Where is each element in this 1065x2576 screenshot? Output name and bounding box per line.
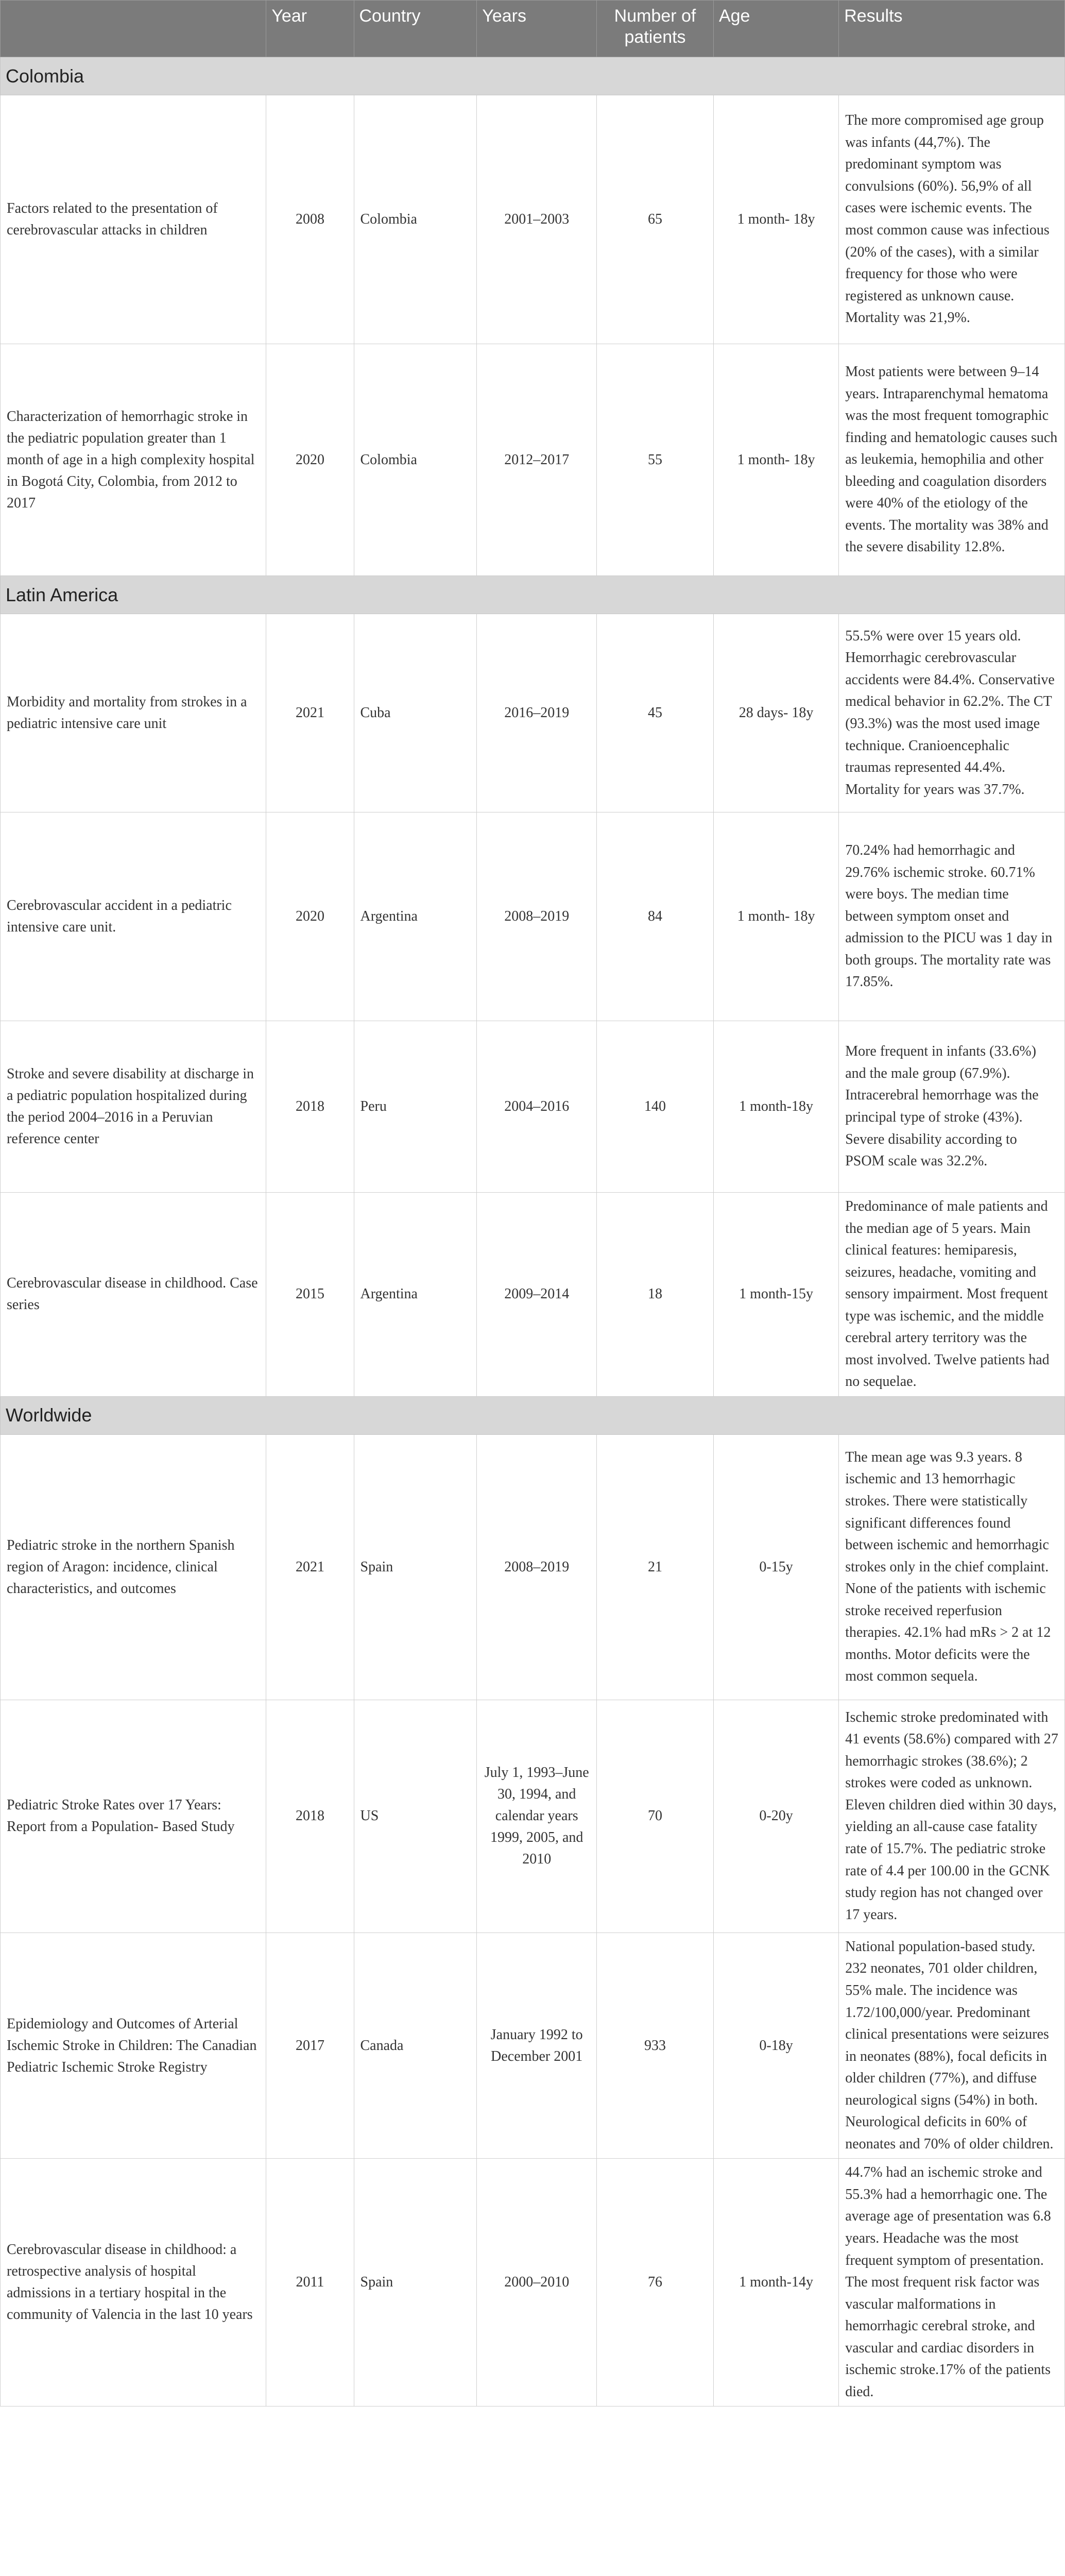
publication-year: 2011 [266,2159,354,2406]
table-header [1,1,1065,57]
age-range: 1 month-14y [713,2159,838,2406]
country: Cuba [354,614,477,812]
age-range: 0-20y [713,1700,838,1933]
patient-count: 70 [597,1700,714,1933]
section-row-colombia [1,57,1065,95]
section-row-latin-america [1,576,1065,614]
country: Canada [354,1933,477,2158]
header-year: Year [266,1,354,57]
study-title: Characterization of hemorrhagic stroke in the pediatric population greater than 1 month of age in a high complexity hospital in Bogotá City, Colombia, from 2012 to 2017 [1,344,266,576]
table-row [1,2159,1065,2406]
publication-year: 2021 [266,1434,354,1700]
section-heading: Colombia [1,57,1065,95]
publication-year: 2020 [266,344,354,576]
patient-count: 140 [597,1021,714,1193]
study-title: Morbidity and mortality from strokes in a pediatric intensive care unit [1,614,266,812]
table-row [1,344,1065,576]
patient-count: 76 [597,2159,714,2406]
country: Peru [354,1021,477,1193]
publication-year: 2018 [266,1021,354,1193]
header-country: Country [354,1,477,57]
header-years: Years [477,1,597,57]
age-range: 1 month-18y [713,1021,838,1193]
study-title: Cerebrovascular disease in childhood: a retrospective analysis of hospital admissions in a tertiary hospital in the community of Valencia in the last 10 years [1,2159,266,2406]
study-period: 2008–2019 [477,1434,597,1700]
patient-count: 21 [597,1434,714,1700]
results-text: The more compromised age group was infants (44,7%). The predominant symptom was convulsions (60%). 56,9% of all cases were ischemic events. The most common cause was infectious (20% of the cases), with a similar frequency for those who were registered as unknown cause. Mortality was 21,9%. [839,95,1065,344]
publication-year: 2015 [266,1193,354,1397]
patient-count: 65 [597,95,714,344]
study-title: Stroke and severe disability at discharge in a pediatric population hospitalized during the period 2004–2016 in a Peruvian reference center [1,1021,266,1193]
table-row [1,1434,1065,1700]
age-range: 1 month-15y [713,1193,838,1397]
patient-count: 45 [597,614,714,812]
country: Argentina [354,1193,477,1397]
publication-year: 2018 [266,1700,354,1933]
patient-count: 933 [597,1933,714,2158]
results-text: National population-based study. 232 neonates, 701 older children, 55% male. The incidence was 1.72/100,000/year. Predominant clinical presentations were seizures in neonates (88%), focal deficits in older children (77%), and diffuse neurological signs (54%) in both. Neurological deficits in 60% of neonates and 70% of older children. [839,1933,1065,2158]
study-period: 2004–2016 [477,1021,597,1193]
table-row [1,95,1065,344]
patient-count: 18 [597,1193,714,1397]
results-text: Most patients were between 9–14 years. Intraparenchymal hematoma was the most frequent tomographic finding and hematologic causes such as leukemia, hemophilia and other bleeding and coagulation disorders were 40% of the etiology of the events. The mortality was 38% and the severe disability 12.8%. [839,344,1065,576]
country: Spain [354,1434,477,1700]
study-title: Cerebrovascular disease in childhood. Case series [1,1193,266,1397]
country: Colombia [354,95,477,344]
study-period: 2012–2017 [477,344,597,576]
study-title: Factors related to the presentation of cerebrovascular attacks in children [1,95,266,344]
results-text: 70.24% had hemorrhagic and 29.76% ischemic stroke. 60.71% were boys. The median time between symptom onset and admission to the PICU was 1 day in both groups. The mortality rate was 17.85%. [839,812,1065,1021]
results-text: More frequent in infants (33.6%) and the male group (67.9%). Intracerebral hemorrhage was the principal type of stroke (43%). Severe disability according to PSOM scale was 32.2%. [839,1021,1065,1193]
study-title: Pediatric stroke in the northern Spanish region of Aragon: incidence, clinical characteristics, and outcomes [1,1434,266,1700]
age-range: 1 month- 18y [713,95,838,344]
age-range: 0-18y [713,1933,838,2158]
results-text: Ischemic stroke predominated with 41 events (58.6%) compared with 27 hemorrhagic strokes (38.6%); 2 strokes were coded as unknown. Eleven children died within 30 days, yielding an all-cause case fatality rate of 15.7%. The pediatric stroke rate of 4.4 per 100.00 in the GCNK study region has not changed over 17 years. [839,1700,1065,1933]
publication-year: 2020 [266,812,354,1021]
table-row [1,1193,1065,1397]
section-heading: Worldwide [1,1396,1065,1434]
results-text: 55.5% were over 15 years old. Hemorrhagic cerebrovascular accidents were 84.4%. Conservative medical behavior in 62.2%. The CT (93.3%) was the most used image technique. Cranioencephalic traumas represented 44.4%. Mortality for years was 37.7%. [839,614,1065,812]
header-age: Age [713,1,838,57]
study-period: 2009–2014 [477,1193,597,1397]
patient-count: 84 [597,812,714,1021]
publication-year: 2021 [266,614,354,812]
publication-year: 2017 [266,1933,354,2158]
study-period: 2008–2019 [477,812,597,1021]
table-row [1,1933,1065,2158]
country: Spain [354,2159,477,2406]
table-row [1,1700,1065,1933]
study-period: 2000–2010 [477,2159,597,2406]
header-title [1,1,266,57]
section-row-worldwide [1,1396,1065,1434]
study-period: 2016–2019 [477,614,597,812]
age-range: 1 month- 18y [713,344,838,576]
section-heading: Latin America [1,576,1065,614]
results-text: The mean age was 9.3 years. 8 ischemic and 13 hemorrhagic strokes. There were statistically significant differences found between ischemic and hemorrhagic strokes only in the chief complaint. None of the patients with ischemic stroke received reperfusion therapies. 42.1% had mRs > 2 at 12 months. Motor deficits were the most common sequela. [839,1434,1065,1700]
country: US [354,1700,477,1933]
study-title: Epidemiology and Outcomes of Arterial Ischemic Stroke in Children: The Canadian Pediatric Ischemic Stroke Registry [1,1933,266,2158]
age-range: 28 days- 18y [713,614,838,812]
header-results: Results [839,1,1065,57]
study-period: July 1, 1993–June 30, 1994, and calendar years 1999, 2005, and 2010 [477,1700,597,1933]
table-row [1,614,1065,812]
table-row [1,812,1065,1021]
patient-count: 55 [597,344,714,576]
results-text: 44.7% had an ischemic stroke and 55.3% had a hemorrhagic one. The average age of presentation was 6.8 years. Headache was the most frequent symptom of presentation. The most frequent risk factor was vascular malformations in hemorrhagic cerebral stroke, and vascular and cardiac disorders in ischemic stroke.17% of the patients died. [839,2159,1065,2406]
age-range: 0-15y [713,1434,838,1700]
publication-year: 2008 [266,95,354,344]
study-period: January 1992 to December 2001 [477,1933,597,2158]
study-title: Cerebrovascular accident in a pediatric intensive care unit. [1,812,266,1021]
country: Colombia [354,344,477,576]
age-range: 1 month- 18y [713,812,838,1021]
study-period: 2001–2003 [477,95,597,344]
study-title: Pediatric Stroke Rates over 17 Years: Report from a Population- Based Study [1,1700,266,1933]
country: Argentina [354,812,477,1021]
header-number-of-patients: Number of patients [597,1,714,57]
table-row [1,1021,1065,1193]
results-text: Predominance of male patients and the median age of 5 years. Main clinical features: hemiparesis, seizures, headache, vomiting and sensory impairment. Most frequent type was ischemic, and the middle cerebral artery territory was the most involved. Twelve patients had no sequelae. [839,1193,1065,1397]
